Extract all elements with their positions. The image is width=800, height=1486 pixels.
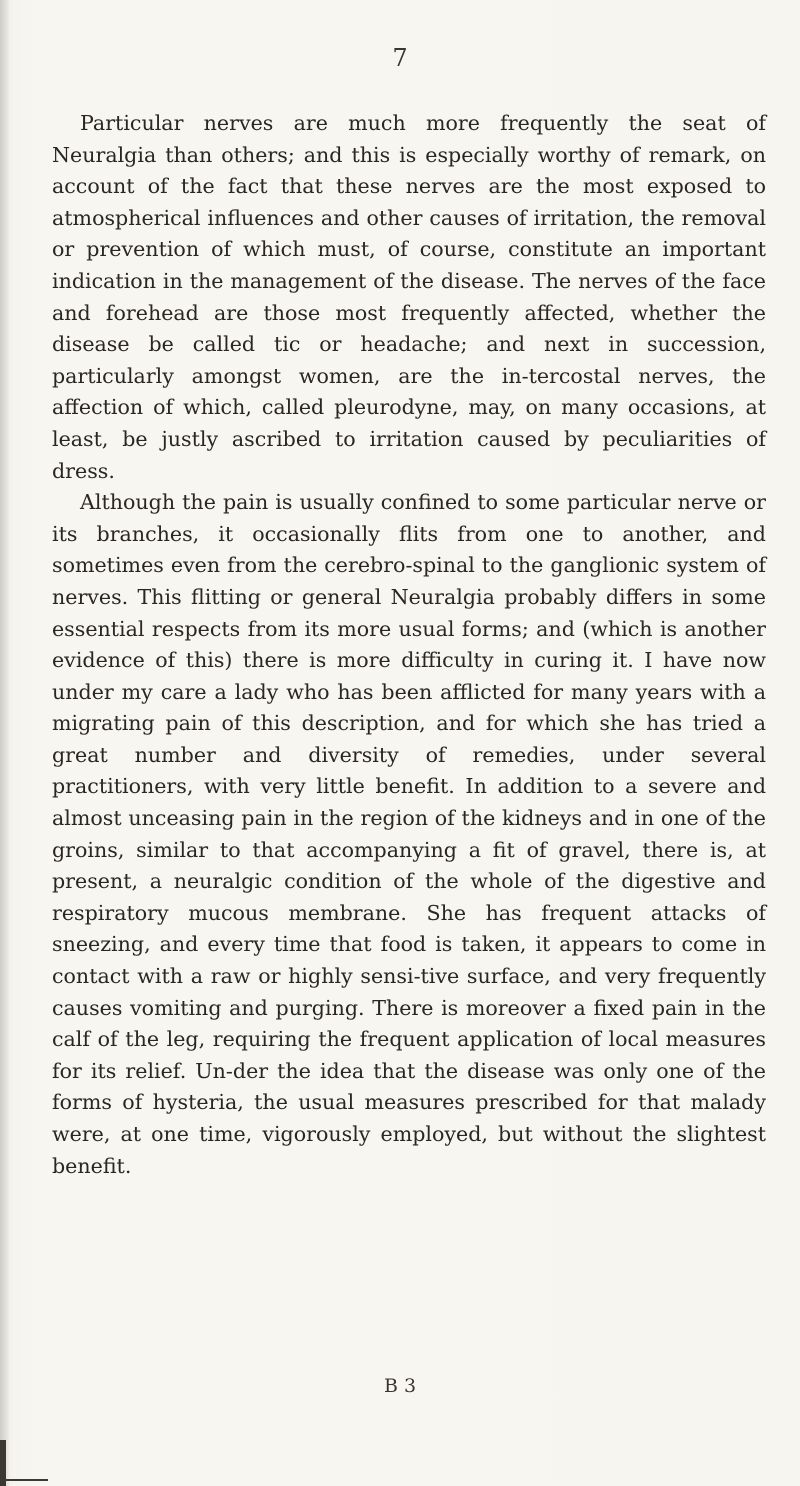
page-number: 7 [392, 44, 408, 72]
signature-mark: B 3 [383, 1375, 417, 1397]
paragraph-2: Although the pain is usually confined to some particular nerve or its branches, it occasionally flits from one to another, and sometimes even from the cerebro-spinal to the ganglionic system of nerves. This flitting or general Neuralgia probably differs in some essential respects from its more usual forms; and (which is another evidence of this) there is more difficulty in curing it. I have now under my care a lady who has been afflicted for many years with a migrating pain of this description, and for which she has tried a great number and diversity of remedies, under several practitioners, with very little benefit. In addition to a severe and almost unceasing pain in the region of the kidneys and in one of the groins, similar to that accompanying a fit of gravel, there is, at present, a neuralgic condition of the whole of the digestive and respiratory mucous membrane. She has frequent attacks of sneezing, and every time that food is taken, it appears to come in contact with a raw or highly sensi-tive surface, and very frequently causes vomiting and purging. There is moreover a fixed pain in the calf of the leg, requiring the frequent application of local measures for its relief. Un-der the idea that the disease was only one of the forms of hysteria, the usual measures prescribed for that malady were, at one time, vigorously employed, but without the slightest benefit. [52, 490, 766, 1178]
edge-underline [0, 1479, 48, 1481]
body-text [52, 108, 766, 1182]
paragraph-1: Particular nerves are much more frequently the seat of Neuralgia than others; and this is especially worthy of remark, on account of the fact that these nerves are the most exposed to atmospherical influences and other causes of irritation, the removal or prevention of which must, of course, constitute an important indication in the management of the disease. The nerves of the face and forehead are those most frequently affected, whether the disease be called tic or headache; and next in succession, particularly amongst women, are the in-tercostal nerves, the affection of which, called pleurodyne, may, on many occasions, at least, be justly ascribed to irritation caused by peculiarities of dress. [52, 111, 766, 483]
binding-shadow [0, 0, 10, 1486]
